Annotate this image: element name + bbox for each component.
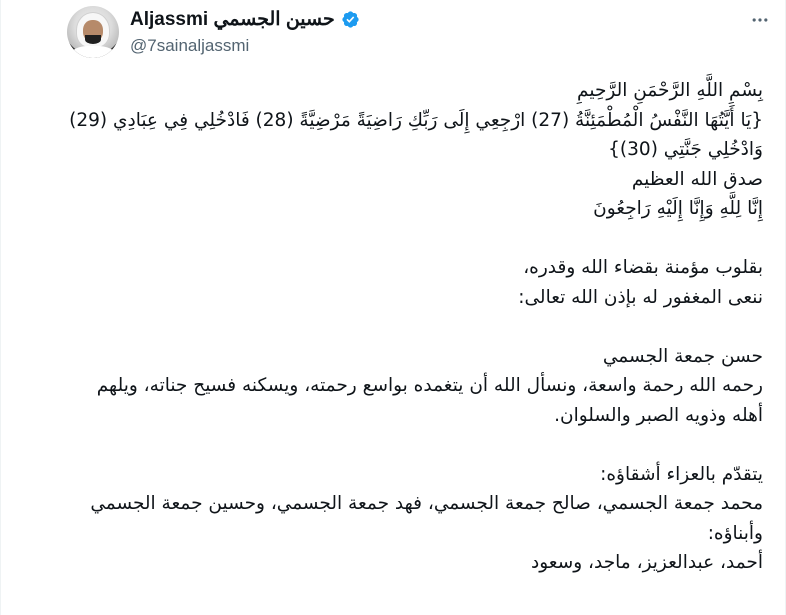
tweet-line-deceased-name: حسن جمعة الجسمي — [602, 345, 763, 367]
author-display-name[interactable]: Aljassmi حسين الجسمي — [130, 9, 335, 30]
tweet-line-sons-names: أحمد، عبدالعزيز، ماجد، وسعود — [531, 552, 763, 573]
tweet-header — [67, 5, 777, 61]
author-handle[interactable]: @7sainaljassmi — [130, 36, 250, 55]
tweet-line-announcement-2: ننعى المغفور له بإذن الله تعالى: — [518, 286, 763, 308]
tweet-line-prayer: رحمه الله رحمة واسعة، ونسأل الله أن يتغمده بواسع رحمته، ويسكنه فسيح جناته، ويلهم أهله وذويه الصبر والسلوان. — [96, 375, 763, 426]
paragraph-gap — [63, 312, 763, 342]
more-options-icon — [750, 10, 770, 34]
tweet-line-sons-label: وأبناؤه: — [707, 522, 763, 544]
tweet-line-inna-lillah: إِنَّا لِلَّهِ وَإِنَّا إِلَيْهِ رَاجِعُونَ — [593, 198, 763, 219]
avatar[interactable] — [67, 6, 119, 58]
tweet-line-brothers-names: محمد جمعة الجسمي، صالح جمعة الجسمي، فهد جمعة الجسمي، وحسين جمعة الجسمي — [90, 493, 763, 514]
author-name-row — [130, 8, 360, 31]
tweet-text — [63, 76, 763, 578]
tweet-line-basmala: بِسْمِ اللَّهِ الرَّحْمَنِ الرَّحِيمِ — [577, 80, 763, 101]
paragraph-gap — [63, 430, 763, 460]
avatar-clothing — [71, 46, 115, 58]
tweet-line-sadaqa: صدق الله العظيم — [631, 168, 763, 190]
verified-badge-icon[interactable] — [341, 10, 360, 29]
tweet-line-quran-verse: {يَا أَيَّتُهَا النَّفْسُ الْمُطْمَئِنَّةُ (27) ارْجِعِي إِلَى رَبِّكِ رَاضِيَةً مَرْضِيَّةً (28) فَادْخُلِي فِي عِبَادِي (29) وَادْخُلِي جَنَّتِي (30)} — [69, 109, 763, 160]
tweet-line-announcement-1: بقلوب مؤمنة بقضاء الله وقدره، — [523, 257, 763, 278]
avatar-beard — [85, 35, 101, 44]
tweet-line-brothers-label: يتقدّم بالعزاء أشقاؤه: — [600, 463, 763, 485]
paragraph-gap — [63, 224, 763, 254]
more-options-button[interactable] — [743, 5, 777, 39]
